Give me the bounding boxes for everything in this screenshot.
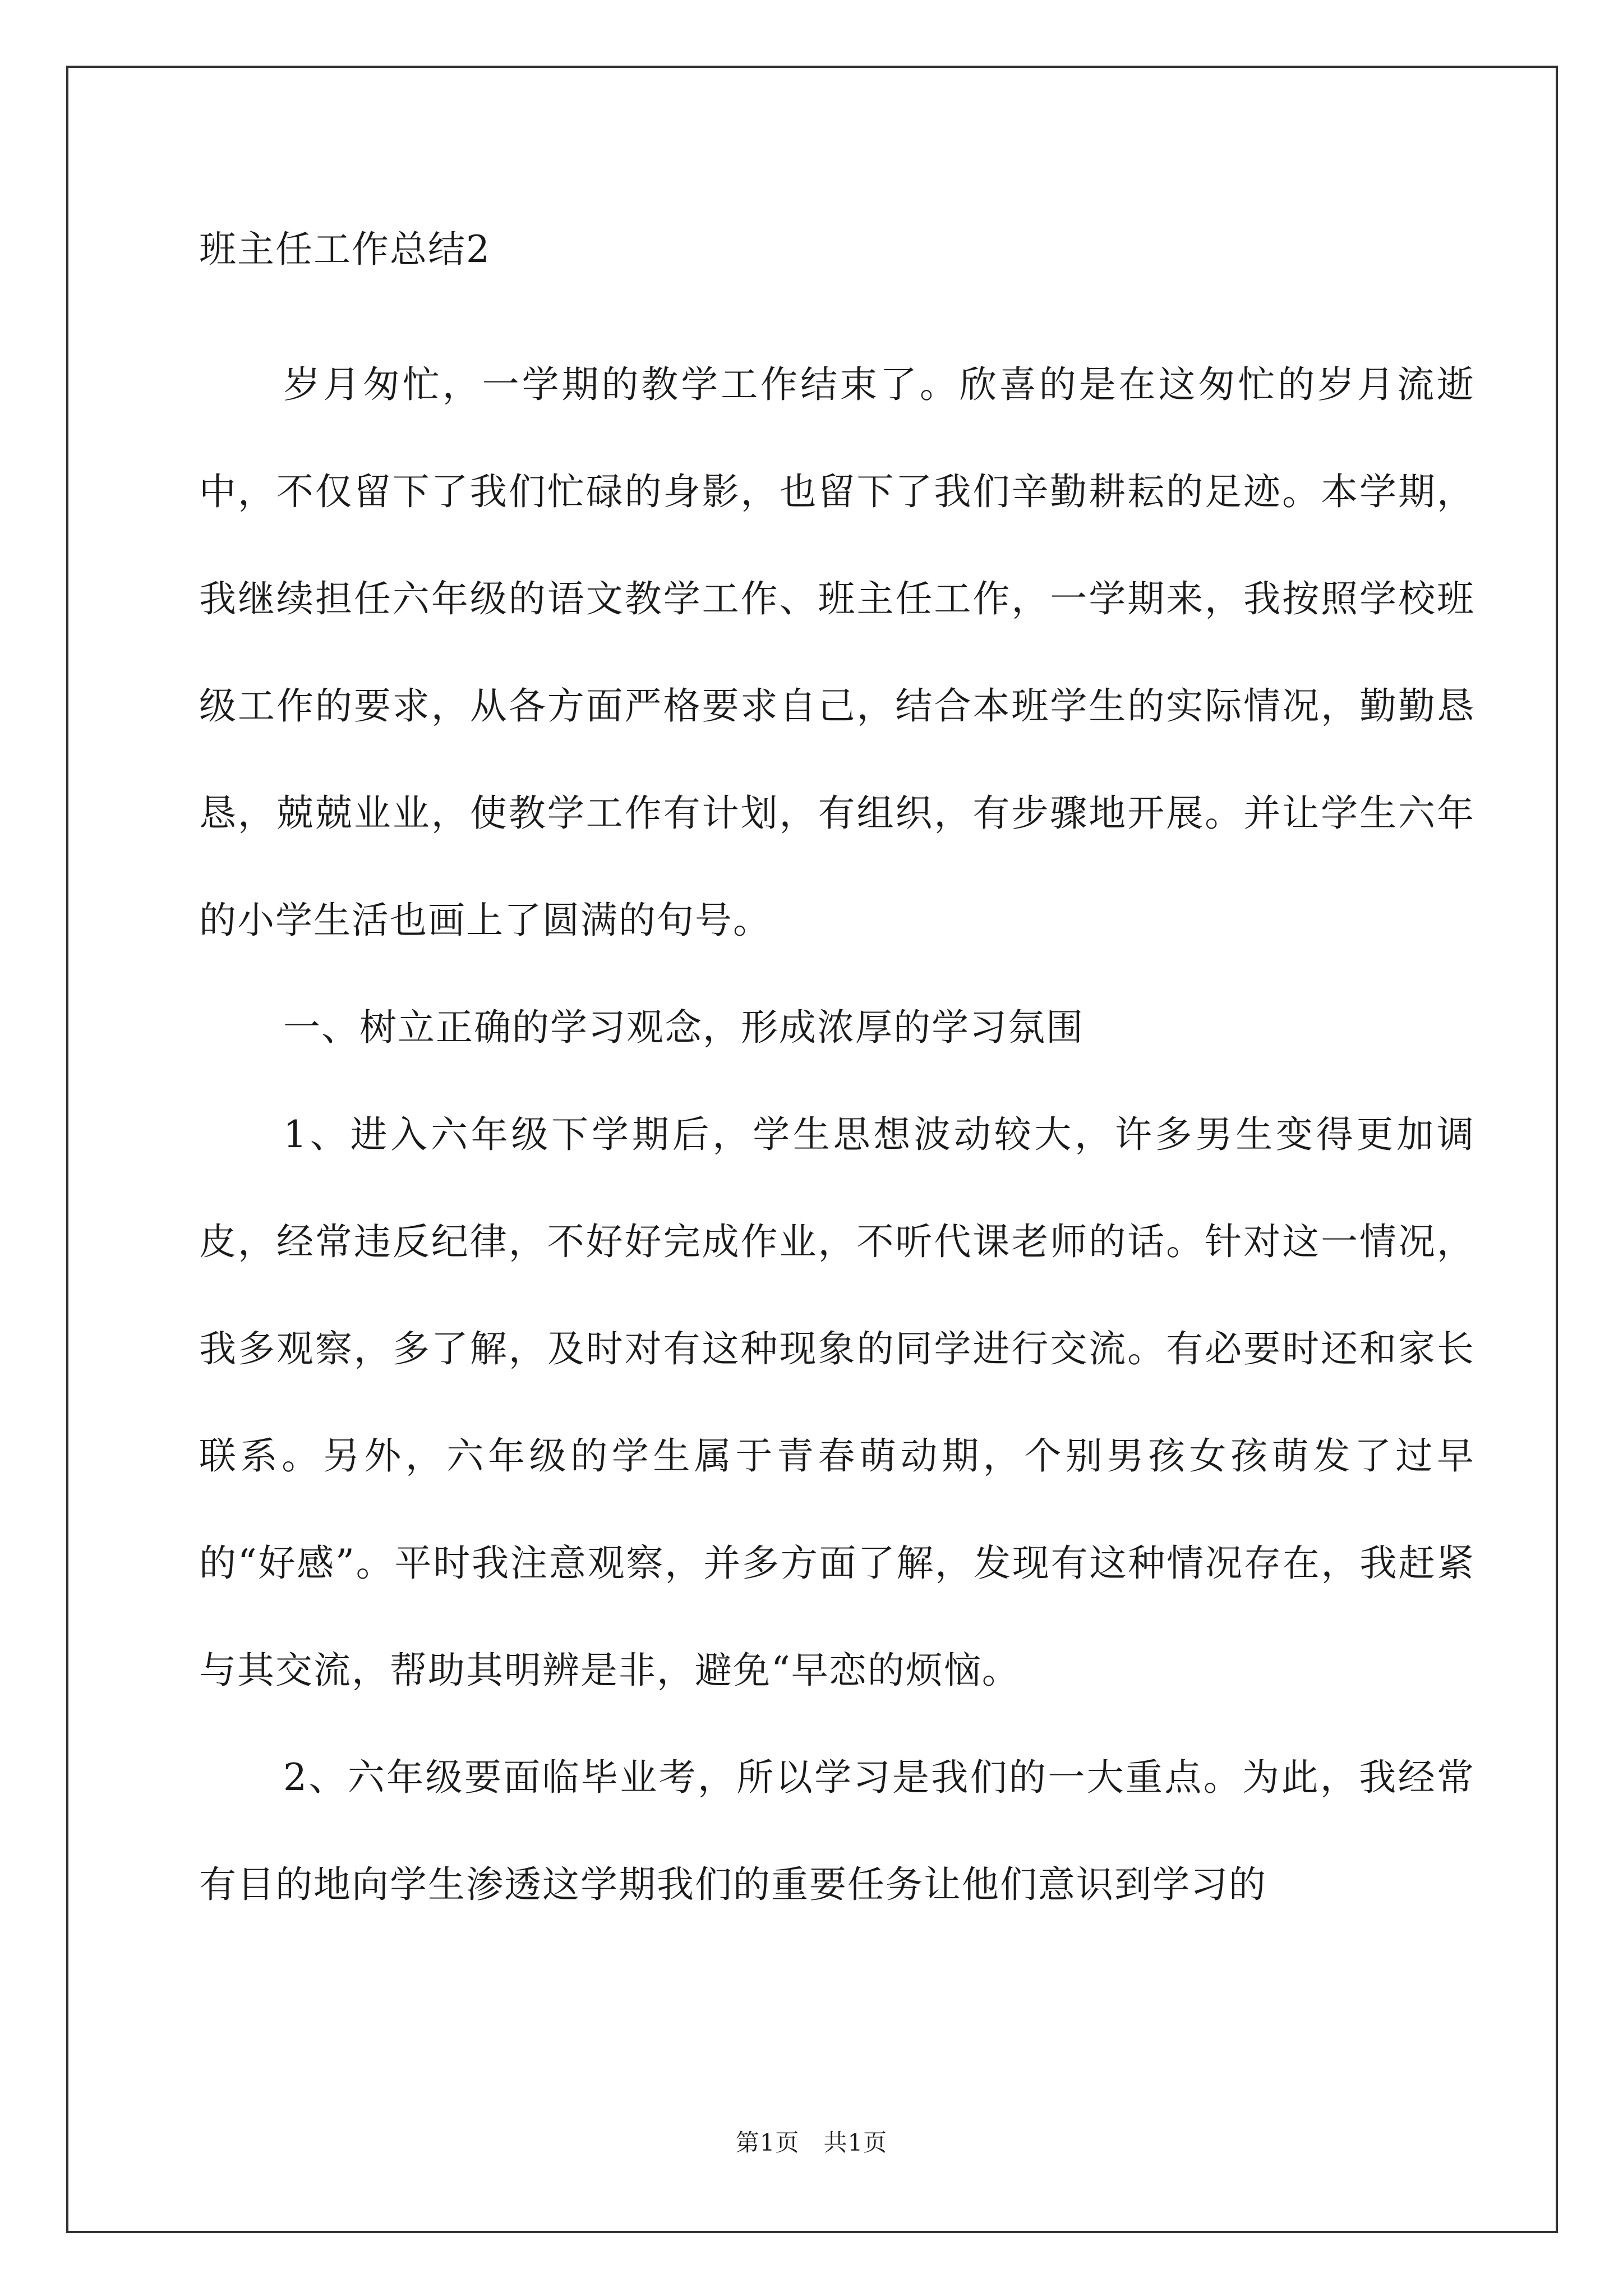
document-title: 班主任工作总结2: [199, 228, 491, 271]
paragraph-point-1: 1、进入六年级下学期后，学生思想波动较大，许多男生变得更加调皮，经常违反纪律，不好好完成作业，不听代课老师的话。针对这一情况，我多观察，多了解，及时对有这种现象的同学进行交流。有必要时还和家长联系。另外，六年级的学生属于青春萌动期，个别男孩女孩萌发了过早的“好感”。平时我注意观察，并多方面了解，发现有这种情况存在，我赶紧与其交流，帮助其明辨是非，避免“早恋的烦恼。: [199, 1113, 1475, 1692]
document-body: [199, 222, 1475, 1938]
page-footer: 第1页 共1页: [735, 2129, 888, 2156]
paragraph-intro: 岁月匆忙，一学期的教学工作结束了。欣喜的是在这匆忙的岁月流逝中，不仅留下了我们忙碌的身影，也留下了我们辛勤耕耘的足迹。本学期，我继续担任六年级的语文教学工作、班主任工作，一学期来，我按照学校班级工作的要求，从各方面严格要求自己，结合本班学生的实际情况，勤勤恳恳，兢兢业业，使教学工作有计划，有组织，有步骤地开展。并让学生六年的小学生活也画上了圆满的句号。: [199, 363, 1475, 942]
paragraph-section-heading-1: 一、树立正确的学习观念，形成浓厚的学习氛围: [283, 1006, 1084, 1049]
paragraph-point-2: 2、六年级要面临毕业考，所以学习是我们的一大重点。为此，我经常有目的地向学生渗透这学期我们的重要任务让他们意识到学习的: [199, 1756, 1475, 1906]
